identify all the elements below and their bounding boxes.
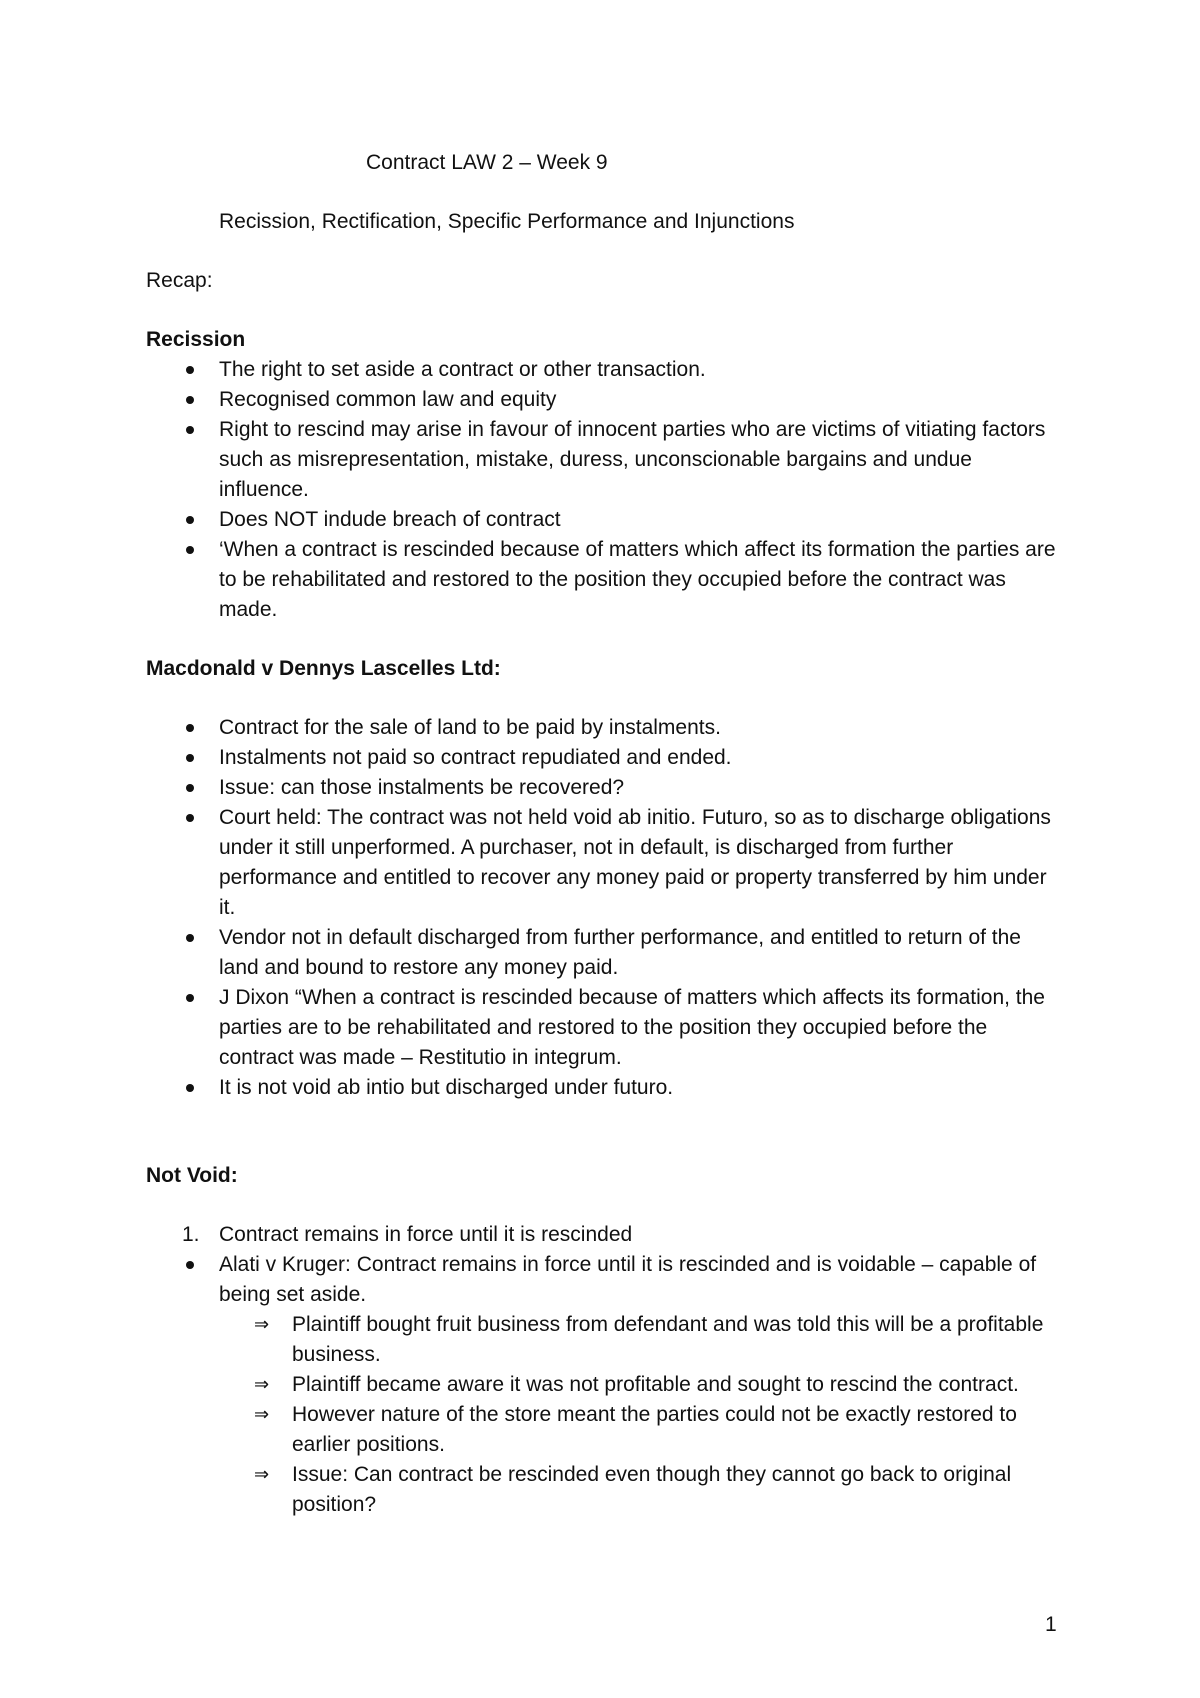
recission-heading: Recission: [146, 328, 246, 351]
macdonald-list: [0, 713, 1200, 1103]
list-item: The right to set aside a contract or other transaction.: [0, 355, 1059, 385]
arrow-icon: ⇒: [254, 1464, 270, 1485]
page-number: 1: [1045, 1613, 1057, 1636]
sub-point: [0, 1460, 1059, 1520]
arrow-icon: ⇒: [254, 1374, 270, 1395]
list-item: Contract for the sale of land to be paid by instalments.: [0, 713, 1059, 743]
sub-point-text: Plaintiff bought fruit business from defendant and was told this will be a profitable business.: [292, 1313, 1044, 1366]
sub-point: [0, 1310, 1059, 1370]
list-item: It is not void ab intio but discharged under futuro.: [0, 1073, 1059, 1103]
sub-point: [0, 1370, 1059, 1400]
list-item: Recognised common law and equity: [0, 385, 1059, 415]
not-void-heading: Not Void:: [146, 1164, 238, 1187]
sub-point-text: Plaintiff became aware it was not profitable and sought to rescind the contract.: [292, 1373, 1019, 1396]
list-item: Court held: The contract was not held void ab initio. Futuro, so as to discharge obligations under it still unperformed. A purchaser, not in default, is discharged from further performance and entitled to recover any money paid or property transferred by him under it.: [0, 803, 1059, 923]
recission-list: [0, 355, 1200, 625]
list-item: Does NOT indude breach of contract: [0, 505, 1059, 535]
arrow-icon: ⇒: [254, 1314, 270, 1335]
list-item: Issue: can those instalments be recovered?: [0, 773, 1059, 803]
sub-point-text: However nature of the store meant the parties could not be exactly restored to earlier positions.: [292, 1403, 1017, 1456]
not-void-list: [0, 1250, 1200, 1310]
case-heading-macdonald: Macdonald v Dennys Lascelles Ltd:: [146, 657, 501, 680]
list-item: Alati v Kruger: Contract remains in force until it is rescinded and is voidable – capable of being set aside.: [0, 1250, 1059, 1310]
alati-sub-points: [0, 1310, 1200, 1520]
sub-point: [0, 1400, 1059, 1460]
number-marker: 1.: [182, 1223, 200, 1246]
list-item: Vendor not in default discharged from further performance, and entitled to return of the land and bound to restore any money paid.: [0, 923, 1059, 983]
sub-point-text: Issue: Can contract be rescinded even though they cannot go back to original position?: [292, 1463, 1012, 1516]
recap-label: Recap:: [146, 269, 213, 292]
not-void-numbered-list: [0, 1220, 1200, 1250]
list-item: J Dixon “When a contract is rescinded because of matters which affects its formation, the parties are to be rehabilitated and restored to the position they occupied before the contract was made – Restitutio in integrum.: [0, 983, 1059, 1073]
numbered-item-text: Contract remains in force until it is rescinded: [219, 1223, 633, 1246]
document-subtitle: Recission, Rectification, Specific Performance and Injunctions: [219, 210, 795, 233]
document-title: Contract LAW 2 – Week 9: [366, 151, 608, 174]
numbered-item: [0, 1220, 1059, 1250]
list-item: Instalments not paid so contract repudiated and ended.: [0, 743, 1059, 773]
list-item: ‘When a contract is rescinded because of matters which affect its formation the parties are to be rehabilitated and restored to the position they occupied before the contract was made.: [0, 535, 1059, 625]
list-item: Right to rescind may arise in favour of innocent parties who are victims of vitiating factors such as misrepresentation, mistake, duress, unconscionable bargains and undue influence.: [0, 415, 1059, 505]
arrow-icon: ⇒: [254, 1404, 270, 1425]
